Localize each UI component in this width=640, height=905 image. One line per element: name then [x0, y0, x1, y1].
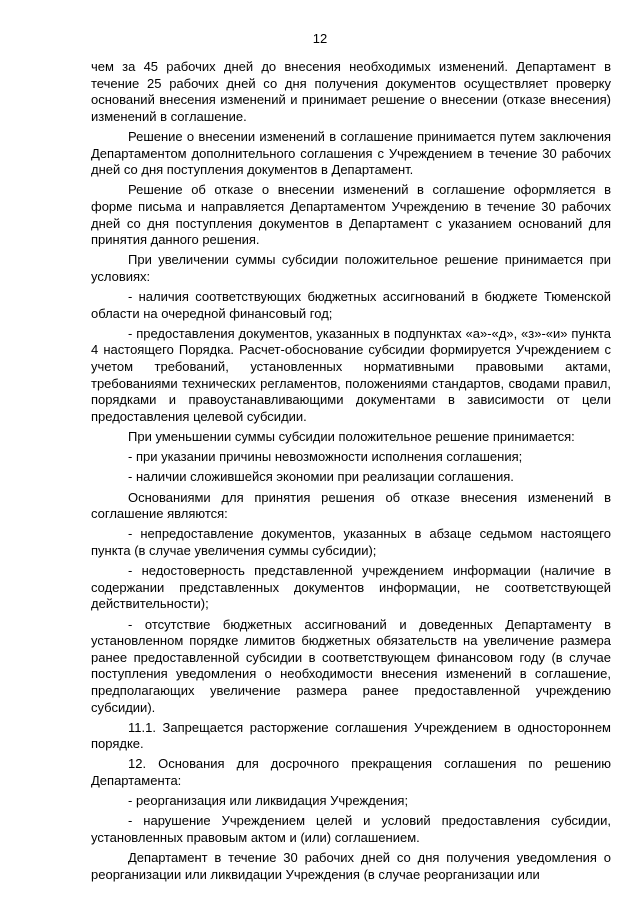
list-item-lack-of-allocations: - отсутствие бюджетных ассигнований и доведенных Департаменту в установленном порядке лимитов бюджетных обязательств на увеличение размера ранее предоставленной субсидии в соответствующем финансовом году (в случае поступления уведомления о необходимости внесения изменений в соглашение, предполагающих увеличение размера ранее предоставленной учреждению субсидии).: [91, 616, 611, 715]
list-item-violation: - нарушение Учреждением целей и условий предоставления субсидии, установленных правовым актом и (или) соглашением.: [91, 813, 611, 846]
clause-11-1: 11.1. Запрещается расторжение соглашения Учреждением в одностороннем порядке.: [91, 719, 611, 752]
list-item-impossibility-reason: - при указании причины невозможности исполнения соглашения;: [128, 449, 523, 465]
paragraph-decrease-conditions: При уменьшении суммы субсидии положительное решение принимается:: [128, 429, 575, 445]
paragraph-increase-conditions: При увеличении суммы субсидии положительное решение принимается при условиях:: [91, 252, 611, 284]
list-item-budget-allocations: - наличия соответствующих бюджетных ассигнований в бюджете Тюменской области на очередной финансовый год;: [91, 289, 611, 321]
list-item-documents-provided: - предоставления документов, указанных в подпунктах «а»-«д», «з»-«и» пункта 4 настоящего Порядка. Расчет-обоснование субсидии формируется Учреждением с учетом требований, установленных нормативными правовыми актами, требованиями технических регламентов, положениями стандартов, сводами правил, порядками и правоустанавливающими документами в зависимости от цели предоставления целевой субсидии.: [91, 325, 611, 424]
list-item-reorganization: - реорганизация или ликвидация Учреждения;: [128, 793, 409, 809]
list-item-unreliable-info: - недостоверность представленной учреждением информации (наличие в содержании представленных документов информации, не соответствующей действительности);: [91, 563, 611, 612]
paragraph-department-notice: Департамент в течение 30 рабочих дней со дня получения уведомления о реорганизации или ликвидации Учреждения (в случае реорганизации или: [91, 850, 611, 882]
paragraph-continuation: чем за 45 рабочих дней до внесения необходимых изменений. Департамент в течение 25 рабочих дней со дня получения документов осуществляет проверку оснований внесения изменений и принимает решение о внесении (отказе внесения) изменений в соглашение.: [91, 59, 611, 124]
paragraph-refusal-grounds: Основаниями для принятия решения об отказе внесения изменений в соглашение являются:: [91, 489, 611, 522]
document-body: [91, 59, 611, 887]
page-number: 12: [312, 31, 328, 46]
list-item-non-submission: - непредоставление документов, указанных в абзаце седьмом настоящего пункта (в случае увеличения суммы субсидии);: [91, 526, 611, 558]
paragraph-refusal-decision: Решение об отказе о внесении изменений в соглашение оформляется в форме письма и направляется Департаментом Учреждению в течение 30 рабочих дней со дня поступления документов в Департамент с указанием оснований для принятия данного решения.: [91, 182, 611, 248]
paragraph-decision-to-amend: Решение о внесении изменений в соглашение принимается путем заключения Департаментом дополнительного соглашения с Учреждением в течение 30 рабочих дней со дня поступления документов в Департамент.: [91, 128, 611, 178]
list-item-savings: - наличии сложившейся экономии при реализации соглашения.: [128, 469, 514, 485]
clause-12: 12. Основания для досрочного прекращения соглашения по решению Департамента:: [91, 756, 611, 789]
